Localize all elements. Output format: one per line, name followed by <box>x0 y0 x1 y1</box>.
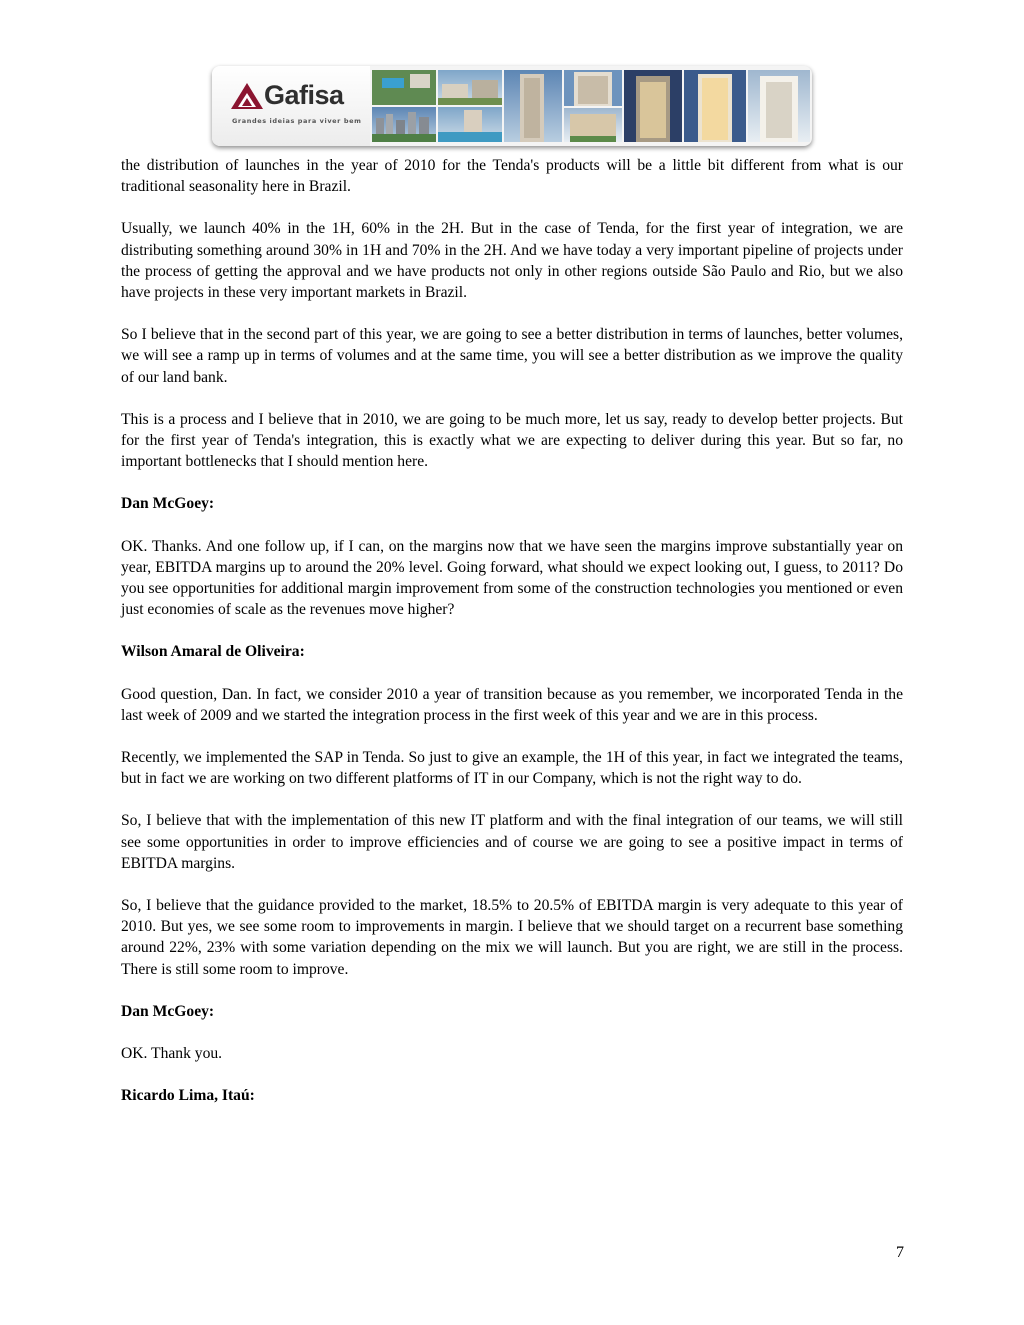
logo-tagline: Grandes ideias para viver bem <box>232 117 362 125</box>
transcript-body <box>121 155 903 1128</box>
transcript-paragraph: So I believe that in the second part of this year, we are going to see a better distribution in terms of launches, better volumes, we will see a ramp up in terms of volumes and at the same time, you will see a better distribution as we improve the quality of our land bank. <box>121 326 903 386</box>
transcript-paragraph: So, I believe that the guidance provided to the market, 18.5% to 20.5% of EBITDA margin is very adequate to this year of 2010. But yes, we see some room to improvements in margin. I believe that we should target on a recurrent base something around 22%, 23% with some variation depending on the mix we will launch. But you are right, we are still in the process. There is still some room to improve. <box>121 897 903 978</box>
transcript-paragraph: So, I believe that with the implementation of this new IT platform and with the final integration of our teams, we will still see some opportunities in order to improve efficiencies and of course we are going to see a positive impact in terms of EBITDA margins. <box>121 812 903 872</box>
transcript-paragraph: OK. Thanks. And one follow up, if I can, on the margins now that we have seen the margins improve substantially year on year, EBITDA margins up to around the 20% level. Going forward, what should we expect looking out, I guess, to 2011? Do you see opportunities for additional margin improvement from some of the construction technologies you mentioned or even just economies of scale as the revenues move higher? <box>121 537 903 619</box>
speaker-name: Dan McGoey: <box>121 1002 215 1020</box>
transcript-paragraph: Recently, we implemented the SAP in Tenda. So just to give an example, the 1H of this year, in fact we integrated the teams, but in fact we are working on two different platforms of IT in our Company, which is not the right way to do. <box>121 749 903 788</box>
transcript-paragraph: the distribution of launches in the year of 2010 for the Tenda's products will be a little bit different from what is our traditional seasonality here in Brazil. <box>121 157 903 196</box>
logo-name: Gafisa <box>264 80 344 110</box>
transcript-paragraph: OK. Thank you. <box>121 1045 223 1063</box>
transcript-paragraph: Usually, we launch 40% in the 1H, 60% in the 2H. But in the case of Tenda, for the first year of integration, we are distributing something around 30% in 1H and 70% in the 2H. And we have today a very important pipeline of projects under the process of getting the approval and we have products not only in other regions outside São Paulo and Rio, but we also have projects in these very important markets in Brazil. <box>121 220 903 302</box>
gafisa-triangle-icon <box>230 82 264 110</box>
page-number: 7 <box>896 1244 904 1261</box>
speaker-name: Dan McGoey: <box>121 495 215 513</box>
header-banner <box>212 66 812 146</box>
transcript-paragraph: Good question, Dan. In fact, we consider 2010 a year of transition because as you remember, we incorporated Tenda in the last week of 2009 and we started the integration process in the first week of this year and we are in this process. <box>121 685 903 724</box>
speaker-name: Ricardo Lima, Itaú: <box>121 1087 255 1105</box>
transcript-paragraph: This is a process and I believe that in 2010, we are going to be much more, let us say, ready to develop better projects. But for the first year of Tenda's integration, this is exactly what we are expecting to deliver during this year. But so far, no important bottlenecks that I should mention here. <box>121 410 903 471</box>
speaker-name: Wilson Amaral de Oliveira: <box>121 643 305 661</box>
gafisa-logo <box>212 66 370 146</box>
building-photos-strip <box>372 70 810 142</box>
